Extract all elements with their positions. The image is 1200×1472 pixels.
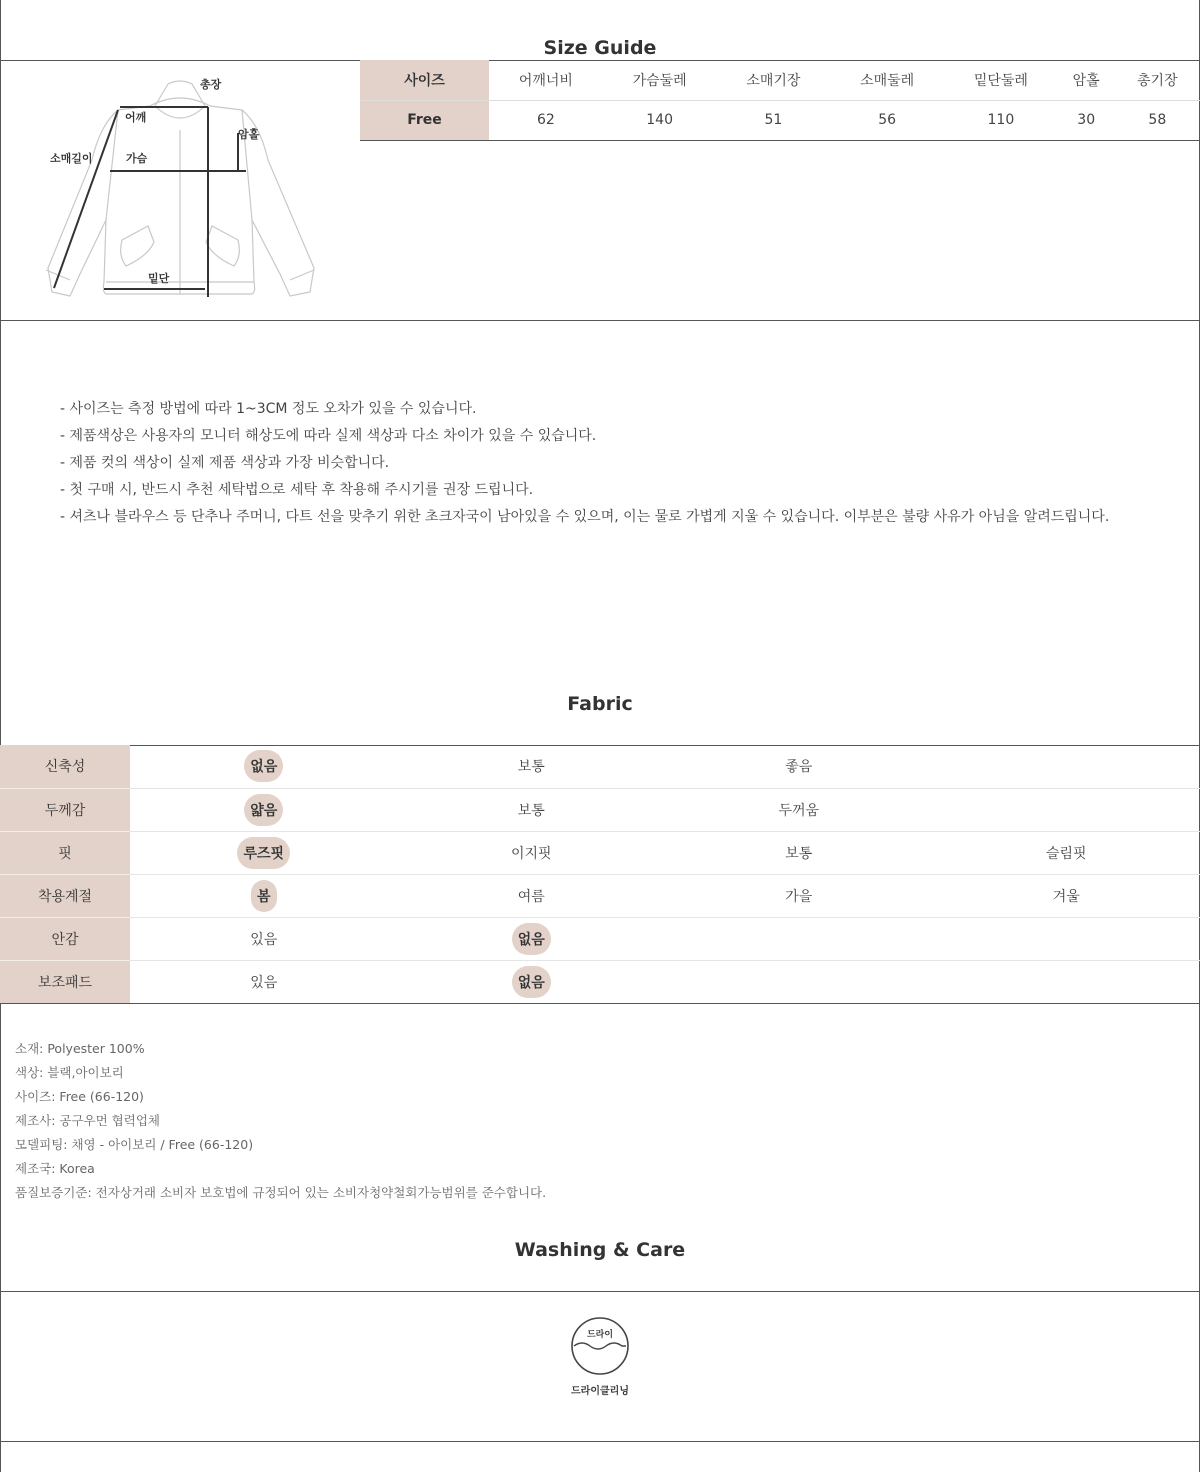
fabric-row <box>0 831 1200 874</box>
fabric-row-label: 신축성 <box>0 745 130 788</box>
fabric-row <box>0 745 1200 788</box>
info-item: 제조국: Korea <box>15 1161 95 1176</box>
size-header-cell: 가슴둘레 <box>603 60 717 100</box>
size-header-cell: 소매둘레 <box>830 60 944 100</box>
size-header-cell: 소매기장 <box>717 60 831 100</box>
fabric-option-selected: 봄 <box>251 880 277 912</box>
fabric-table <box>0 745 1200 1004</box>
fabric-option-cell <box>665 788 933 831</box>
note-item: - 첫 구매 시, 반드시 추천 세탁법으로 세탁 후 착용해 주시기를 권장 드립니다. <box>60 482 534 498</box>
fabric-option-selected: 루즈핏 <box>237 837 290 869</box>
info-item: 모델피팅: 채영 - 아이보리 / Free (66-120) <box>15 1137 254 1152</box>
label-shoulder: 어깨 <box>125 111 147 124</box>
dry-clean-icon <box>570 1316 630 1376</box>
size-cell: 30 <box>1058 100 1115 140</box>
label-hem: 밑단 <box>148 272 170 285</box>
fabric-option-cell <box>398 831 666 874</box>
fabric-option-selected: 얇음 <box>244 794 283 826</box>
fabric-option-cell <box>398 745 666 788</box>
fabric-row-label: 안감 <box>0 917 130 960</box>
note-item: - 제품 컷의 색상이 실제 제품 색상과 가장 비슷합니다. <box>60 455 390 471</box>
fabric-option-cell <box>130 745 398 788</box>
fabric-row-label: 두께감 <box>0 788 130 831</box>
size-header-cell: 밑단둘레 <box>944 60 1058 100</box>
fabric-row-label: 착용계절 <box>0 874 130 917</box>
dry-clean-label: 드라이클리닝 <box>571 1386 629 1397</box>
fabric-option-cell <box>933 960 1200 1003</box>
fabric-row <box>0 788 1200 831</box>
fabric-row-label: 핏 <box>0 831 130 874</box>
fabric-option: 이지핏 <box>510 845 552 862</box>
fabric-option-cell <box>933 745 1200 788</box>
size-guide-title: Size Guide <box>543 37 657 59</box>
fabric-option-cell <box>398 917 666 960</box>
fabric-option-selected: 없음 <box>512 966 551 998</box>
fabric-option-cell <box>933 917 1200 960</box>
divider <box>0 320 1200 321</box>
label-sleeve-length: 소매길이 <box>50 152 93 165</box>
fabric-option-cell <box>130 874 398 917</box>
fabric-option-cell <box>130 788 398 831</box>
fabric-option: 있음 <box>250 931 278 948</box>
fabric-option: 보통 <box>517 759 545 776</box>
fabric-option: 두꺼움 <box>778 802 820 819</box>
fabric-row <box>0 960 1200 1003</box>
size-cell: 140 <box>603 100 717 140</box>
label-total-length: 총장 <box>200 78 222 91</box>
label-armhole: 암홀 <box>238 128 260 141</box>
fabric-option-cell <box>130 960 398 1003</box>
info-item: 색상: 블랙,아이보리 <box>15 1065 124 1080</box>
note-item: - 사이즈는 측정 방법에 따라 1~3CM 정도 오차가 있을 수 있습니다. <box>60 401 477 417</box>
fabric-option: 슬림핏 <box>1045 845 1087 862</box>
info-item: 사이즈: Free (66-120) <box>15 1089 144 1104</box>
fabric-option-cell <box>933 874 1200 917</box>
fabric-option: 보통 <box>517 802 545 819</box>
label-chest: 가슴 <box>126 152 148 165</box>
size-header-cell: 암홀 <box>1058 60 1115 100</box>
fabric-option-cell <box>933 831 1200 874</box>
fabric-option-cell <box>665 960 933 1003</box>
size-header-cell: 사이즈 <box>360 60 489 100</box>
fabric-option-cell <box>130 831 398 874</box>
fabric-option-cell <box>665 831 933 874</box>
notes-list <box>60 396 1109 531</box>
fabric-option: 좋음 <box>785 759 813 776</box>
size-table <box>360 60 1200 141</box>
size-cell: 62 <box>489 100 603 140</box>
size-table-header-row <box>360 60 1200 100</box>
fabric-option-cell <box>398 788 666 831</box>
fabric-option-cell <box>665 745 933 788</box>
fabric-row <box>0 917 1200 960</box>
washing-care-title: Washing & Care <box>514 1239 686 1261</box>
fabric-option: 보통 <box>785 845 813 862</box>
fabric-option-cell <box>665 874 933 917</box>
fabric-option-selected: 없음 <box>244 750 283 782</box>
size-header-cell: 총기장 <box>1115 60 1200 100</box>
fabric-option-cell <box>398 874 666 917</box>
info-item: 품질보증기준: 전자상거래 소비자 보호법에 규정되어 있는 소비자청약철회가능범위를 준수합니다. <box>15 1185 547 1200</box>
info-item: 소재: Polyester 100% <box>15 1041 145 1056</box>
size-cell: Free <box>360 100 489 140</box>
fabric-row <box>0 874 1200 917</box>
note-item: - 제품색상은 사용자의 모니터 해상도에 따라 실제 색상과 다소 차이가 있을 수 있습니다. <box>60 428 597 444</box>
fabric-option: 있음 <box>250 974 278 991</box>
size-cell: 56 <box>830 100 944 140</box>
size-table-row <box>360 100 1200 140</box>
size-header-cell: 어깨너비 <box>489 60 603 100</box>
fabric-option-cell <box>665 917 933 960</box>
fabric-option: 겨울 <box>1052 888 1080 905</box>
fabric-option-cell <box>398 960 666 1003</box>
divider <box>0 1441 1200 1442</box>
fabric-option-cell <box>130 917 398 960</box>
fabric-option-selected: 없음 <box>512 923 551 955</box>
dry-clean-icon-text: 드라이 <box>586 1330 614 1340</box>
jacket-diagram <box>30 70 330 310</box>
fabric-row-label: 보조패드 <box>0 960 130 1003</box>
info-item: 제조사: 공구우먼 협력업체 <box>15 1113 160 1128</box>
size-cell: 110 <box>944 100 1058 140</box>
fabric-title: Fabric <box>567 693 633 715</box>
size-cell: 58 <box>1115 100 1200 140</box>
fabric-option: 여름 <box>517 888 545 905</box>
fabric-option: 가을 <box>785 888 813 905</box>
divider <box>0 1291 1200 1292</box>
product-info-list <box>15 1037 546 1205</box>
dry-clean-care <box>566 1316 634 1397</box>
fabric-option-cell <box>933 788 1200 831</box>
note-item: - 셔츠나 블라우스 등 단추나 주머니, 다트 선을 맞추기 위한 초크자국이 남아있을 수 있으며, 이는 물로 가볍게 지울 수 있습니다. 이부분은 불량 사유가 아님을 알려드립니다. <box>60 509 1110 525</box>
size-cell: 51 <box>717 100 831 140</box>
